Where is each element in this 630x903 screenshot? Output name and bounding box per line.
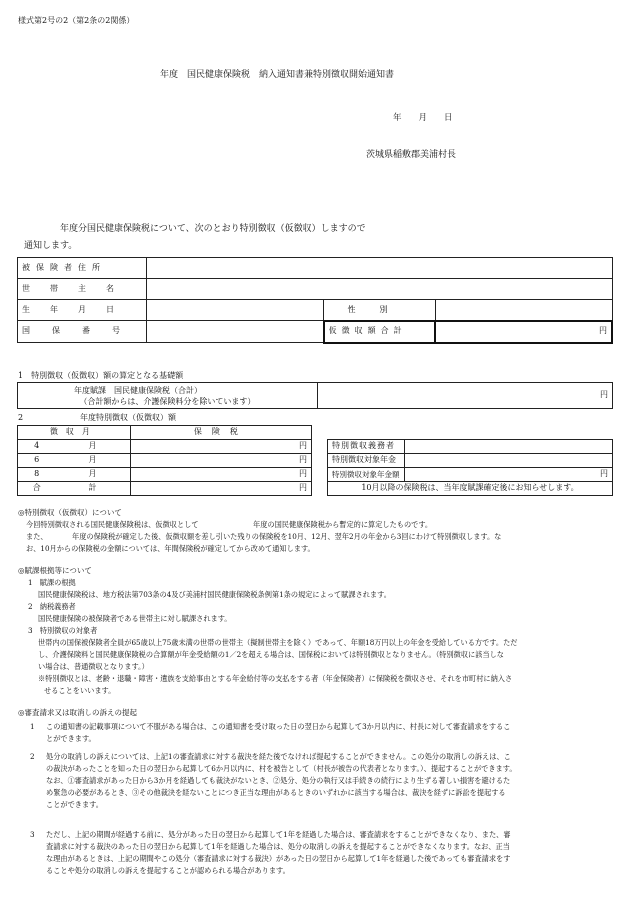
base-amount-table <box>17 382 613 409</box>
october-note: 10月以降の保険税は、当年度賦課確定後にお知らせします。 <box>328 482 613 496</box>
month-august: 8 <box>18 468 56 482</box>
appeal-3-line-2: 査請求に対する裁決のあった日の翌日から起算して1年を経過した場合は、処分の取消しの訴えを提起することができなくなります。なお、正当 <box>46 842 510 851</box>
collection-obligor-label: 特別徴収義務者 <box>328 440 405 454</box>
address-value <box>147 258 613 279</box>
target-pension-amount-label: 特別徴収対象年金額 <box>328 468 405 482</box>
basis-2-title: 2 納税義務者 <box>28 602 76 611</box>
basis-3-text-3: い場合は、普通徴収となります。） <box>38 662 149 671</box>
appeal-2-number: 2 <box>30 752 35 761</box>
intro-line-1: 年度分国民健康保険税について、次のとおり特別徴収（仮徴収）しますので <box>60 224 366 234</box>
birth-date-value <box>147 300 324 321</box>
target-pension-label: 特別徴収対象年金 <box>328 454 405 468</box>
total-label-2: 計 <box>55 482 130 496</box>
month-column-header: 徴収月 <box>18 426 131 440</box>
base-amount-line-2: （合計額からは、介護保険料分を除いています） <box>79 396 256 406</box>
basis-1-text: 国民健康保険税は、地方税法第703条の4及び美浦村国民健康保険税条例第1条の規定によって賦課されます。 <box>38 590 391 599</box>
taxpayer-info-table <box>17 257 613 344</box>
base-amount-line-1: 年度賦課 国民健康保険税（合計） <box>74 385 202 395</box>
document-title: 年度 国民健康保険税 納入通知書兼特別徴収開始通知書 <box>160 70 395 80</box>
appeal-2-line-5: ことができます。 <box>46 800 103 809</box>
gender-label: 性別 <box>324 300 436 321</box>
basis-3-text-2: し、介護保険料と国民健康保険税の合算額が年金受給額の1／2を超える場合は、国保税においては特別徴収となりません。（特別徴収に該当しな <box>38 650 504 659</box>
appeal-2-line-4: め緊急の必要があるとき、③その他裁決を経ないことにつき正当な理由があるときのいずれかに該当する場合は、裁決を経ずに訴訟を提起する <box>46 788 506 797</box>
insurance-number-value <box>147 321 324 343</box>
appeal-3-line-1: ただし、上記の期間が経過する前に、処分があった日の翌日から起算して1年を経過した場合は、審査請求をすることができなくなり、また、審 <box>46 830 511 839</box>
appeal-2-line-1: 処分の取消しの訴えについては、上記1の審査請求に対する裁決を経た後でなければ提起することができません。この処分の取消しの訴えは、こ <box>46 752 511 761</box>
section1-heading: 1 特別徴収（仮徴収）額の算定となる基礎額 <box>18 371 184 380</box>
appeal-1-line-1: この通知書の記載事項について不服がある場合は、この通知書を受け取った日の翌日から起算して3か月以内に、村長に対して審査請求をするこ <box>46 722 511 731</box>
provisional-text-2b: 年度の保険税が確定した後、仮徴収額を差し引いた残りの保険税を10月、12月、翌年2月の年金から3回にわけて特別徴収します。な <box>72 532 502 541</box>
gender-value <box>435 300 612 321</box>
basis-3-title: 3 特別徴収の対象者 <box>28 626 98 635</box>
intro-line-2: 通知します。 <box>24 241 78 251</box>
installment-table <box>17 425 312 496</box>
month-unit: 月 <box>55 468 130 482</box>
household-head-value <box>147 279 613 300</box>
issue-date: 年 月 日 <box>393 113 453 123</box>
provisional-text-2c: お、10月からの保険税の金額については、年間保険税が確定してから改めて通知します。 <box>26 544 315 553</box>
appeal-1-line-2: とができます。 <box>46 734 96 743</box>
basis-heading: ◎賦課根拠等について <box>18 566 92 575</box>
total-amount: 円 <box>130 482 311 496</box>
basis-3-note-1: ※特別徴収とは、老齢・退職・障害・遺族を支給事由とする年金給付等の支払をする者（年金保険者）に保険税を徴収させ、それを市町村に納入さ <box>38 674 513 683</box>
section2-heading-number: 2 <box>18 413 24 422</box>
address-label: 被保険者住所 <box>18 258 147 279</box>
basis-1-title: 1 賦課の根拠 <box>28 578 76 587</box>
birth-date-label: 生年月日 <box>18 300 147 321</box>
month-unit: 月 <box>55 454 130 468</box>
appeal-2-line-3: なお、①審査請求があった日から3か月を経過しても裁決がないとき、②処分、処分の執行又は手続きの続行により生ずる著しい損害を避けるた <box>46 776 511 785</box>
june-amount: 円 <box>130 454 311 468</box>
base-amount-label <box>18 383 318 409</box>
april-amount: 円 <box>130 440 311 454</box>
household-head-label: 世帯主名 <box>18 279 147 300</box>
month-june: 6 <box>18 454 56 468</box>
appeal-heading: ◎審査請求又は取消しの訴えの提起 <box>18 708 138 717</box>
form-number: 様式第2号の2（第2条の2関係） <box>18 16 135 25</box>
month-april: 4 <box>18 440 56 454</box>
yen-unit: 円 <box>600 469 608 479</box>
provisional-heading: ◎特別徴収（仮徴収）について <box>18 508 122 517</box>
august-amount: 円 <box>130 468 311 482</box>
issuer-name: 茨城県稲敷郡美浦村長 <box>366 150 457 160</box>
provisional-total-label: 仮徴収額合計 <box>324 321 436 343</box>
section2-heading: 年度特別徴収（仮徴収）額 <box>80 413 176 422</box>
appeal-3-number: 3 <box>30 830 35 839</box>
pension-info-table <box>327 439 613 496</box>
appeal-3-line-3: な理由があるときは、上記の期間やこの処分（審査請求に対する裁決）があった日の翌日から起算して1年を経過した後であっても審査請求をす <box>46 854 511 863</box>
provisional-text-1a: 今回特別徴収される国民健康保険税は、仮徴収として <box>26 520 199 529</box>
yen-unit: 円 <box>599 326 607 336</box>
basis-3-note-2: せることをいいます。 <box>44 686 116 695</box>
provisional-text-2a: また、 <box>26 532 48 541</box>
provisional-total-value <box>435 321 612 343</box>
provisional-text-1b: 年度の国民健康保険税から暫定的に算定したものです。 <box>253 520 433 529</box>
collection-obligor-value <box>404 440 613 454</box>
basis-2-text: 国民健康保険の被保険者である世帯主に対し賦課されます。 <box>38 614 232 623</box>
basis-3-text-1: 世帯内の国保被保険者全員が65歳以上75歳未満の世帯の世帯主（擬制世帯主を除く）であって、年額18万円以上の年金を受給している方です。ただ <box>38 638 518 647</box>
target-pension-value <box>404 454 613 468</box>
appeal-2-line-2: の裁決があったことを知った日の翌日から起算して6か月以内に、村を被告として（村長が被告の代表者となります。）、提起することができます。 <box>46 764 517 773</box>
appeal-3-line-4: ることや処分の取消しの訴えを提起することが認められる場合があります。 <box>46 866 290 875</box>
month-unit: 月 <box>55 440 130 454</box>
base-amount-value <box>317 383 612 409</box>
tax-column-header: 保険税 <box>130 426 311 440</box>
yen-unit: 円 <box>600 390 608 400</box>
total-label-1: 合 <box>18 482 56 496</box>
appeal-1-number: 1 <box>30 722 35 731</box>
insurance-number-label: 国保番号 <box>18 321 147 343</box>
target-pension-amount-value <box>404 468 613 482</box>
